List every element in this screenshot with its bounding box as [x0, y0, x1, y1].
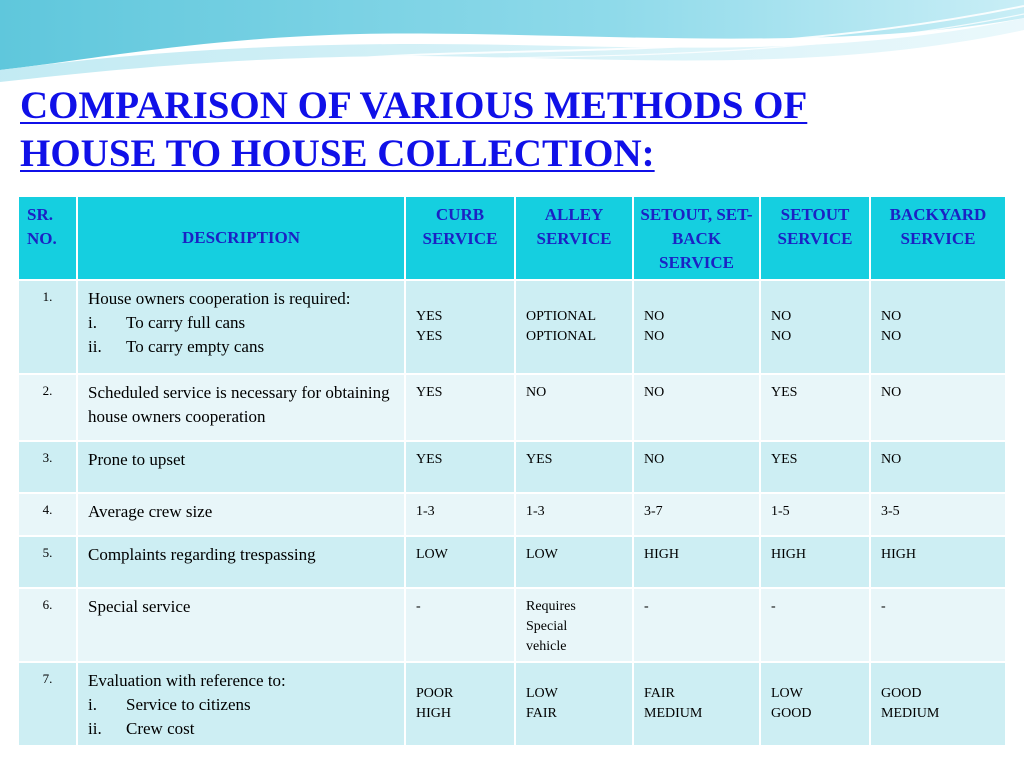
cell-setout: HIGH [761, 537, 869, 587]
cell-curb: LOW [406, 537, 514, 587]
comparison-table [17, 195, 1007, 747]
cell-setout-setback: NO [634, 442, 759, 492]
cell-backyard: GOOD MEDIUM [871, 663, 1005, 745]
cell-curb: YES [406, 375, 514, 440]
cell-alley: 1-3 [516, 494, 632, 535]
cell-backyard: NO NO [871, 281, 1005, 373]
cell-alley: Requires Special vehicle [516, 589, 632, 661]
row-description: Scheduled service is necessary for obtaining house owners cooperation [78, 375, 404, 440]
title-line-1: COMPARISON OF VARIOUS METHODS OF [20, 84, 808, 127]
cell-setout: - [761, 589, 869, 661]
cell-setout-setback: FAIR MEDIUM [634, 663, 759, 745]
table-header-row [19, 197, 1005, 279]
header-alley: ALLEY SERVICE [516, 197, 632, 279]
cell-curb: POOR HIGH [406, 663, 514, 745]
cell-backyard: - [871, 589, 1005, 661]
cell-alley: OPTIONAL OPTIONAL [516, 281, 632, 373]
row-sr: 3. [19, 442, 76, 492]
cell-setout: YES [761, 442, 869, 492]
cell-setout: NO NO [761, 281, 869, 373]
cell-setout-setback: NO NO [634, 281, 759, 373]
table-row [19, 494, 1005, 535]
row-description: Complaints regarding trespassing [78, 537, 404, 587]
cell-backyard: HIGH [871, 537, 1005, 587]
header-description: DESCRIPTION [78, 197, 404, 279]
header-backyard: BACKYARD SERVICE [871, 197, 1005, 279]
title-line-2: HOUSE TO HOUSE COLLECTION: [20, 132, 655, 175]
cell-setout-setback: 3-7 [634, 494, 759, 535]
slide-title [20, 82, 1010, 178]
row-sr: 2. [19, 375, 76, 440]
sub-item: ii. To carry empty cans [88, 337, 265, 356]
cell-curb: 1-3 [406, 494, 514, 535]
cell-setout: 1-5 [761, 494, 869, 535]
sub-item: ii. Crew cost [88, 719, 195, 738]
cell-alley: LOW FAIR [516, 663, 632, 745]
row-sr: 5. [19, 537, 76, 587]
row-sr: 7. [19, 663, 76, 745]
table-row [19, 281, 1005, 373]
cell-alley: YES [516, 442, 632, 492]
cell-curb: - [406, 589, 514, 661]
row-description: Prone to upset [78, 442, 404, 492]
sub-item: i. Service to citizens [88, 695, 251, 714]
cell-setout: YES [761, 375, 869, 440]
sub-item: i. To carry full cans [88, 313, 246, 332]
cell-alley: NO [516, 375, 632, 440]
cell-setout: LOW GOOD [761, 663, 869, 745]
row-sr: 4. [19, 494, 76, 535]
row-sr: 1. [19, 281, 76, 373]
table-row [19, 375, 1005, 440]
cell-setout-setback: - [634, 589, 759, 661]
table-row [19, 663, 1005, 745]
cell-setout-setback: HIGH [634, 537, 759, 587]
cell-curb: YES YES [406, 281, 514, 373]
table-row [19, 537, 1005, 587]
cell-backyard: NO [871, 442, 1005, 492]
cell-curb: YES [406, 442, 514, 492]
header-curb: CURB SERVICE [406, 197, 514, 279]
row-sr: 6. [19, 589, 76, 661]
wave-decoration [0, 0, 1024, 90]
header-setout: SETOUT SERVICE [761, 197, 869, 279]
cell-setout-setback: NO [634, 375, 759, 440]
row-description: Special service [78, 589, 404, 661]
cell-backyard: NO [871, 375, 1005, 440]
row-description: Evaluation with reference to: i. Service to citizens ii. Crew cost [78, 663, 404, 745]
row-description: Average crew size [78, 494, 404, 535]
header-setout-setback: SETOUT, SET-BACK SERVICE [634, 197, 759, 279]
table-row [19, 442, 1005, 492]
table-row [19, 589, 1005, 661]
header-sr: SR. NO. [19, 197, 76, 279]
row-description: House owners cooperation is required: i. To carry full cans ii. To carry empty cans [78, 281, 404, 373]
cell-backyard: 3-5 [871, 494, 1005, 535]
cell-alley: LOW [516, 537, 632, 587]
